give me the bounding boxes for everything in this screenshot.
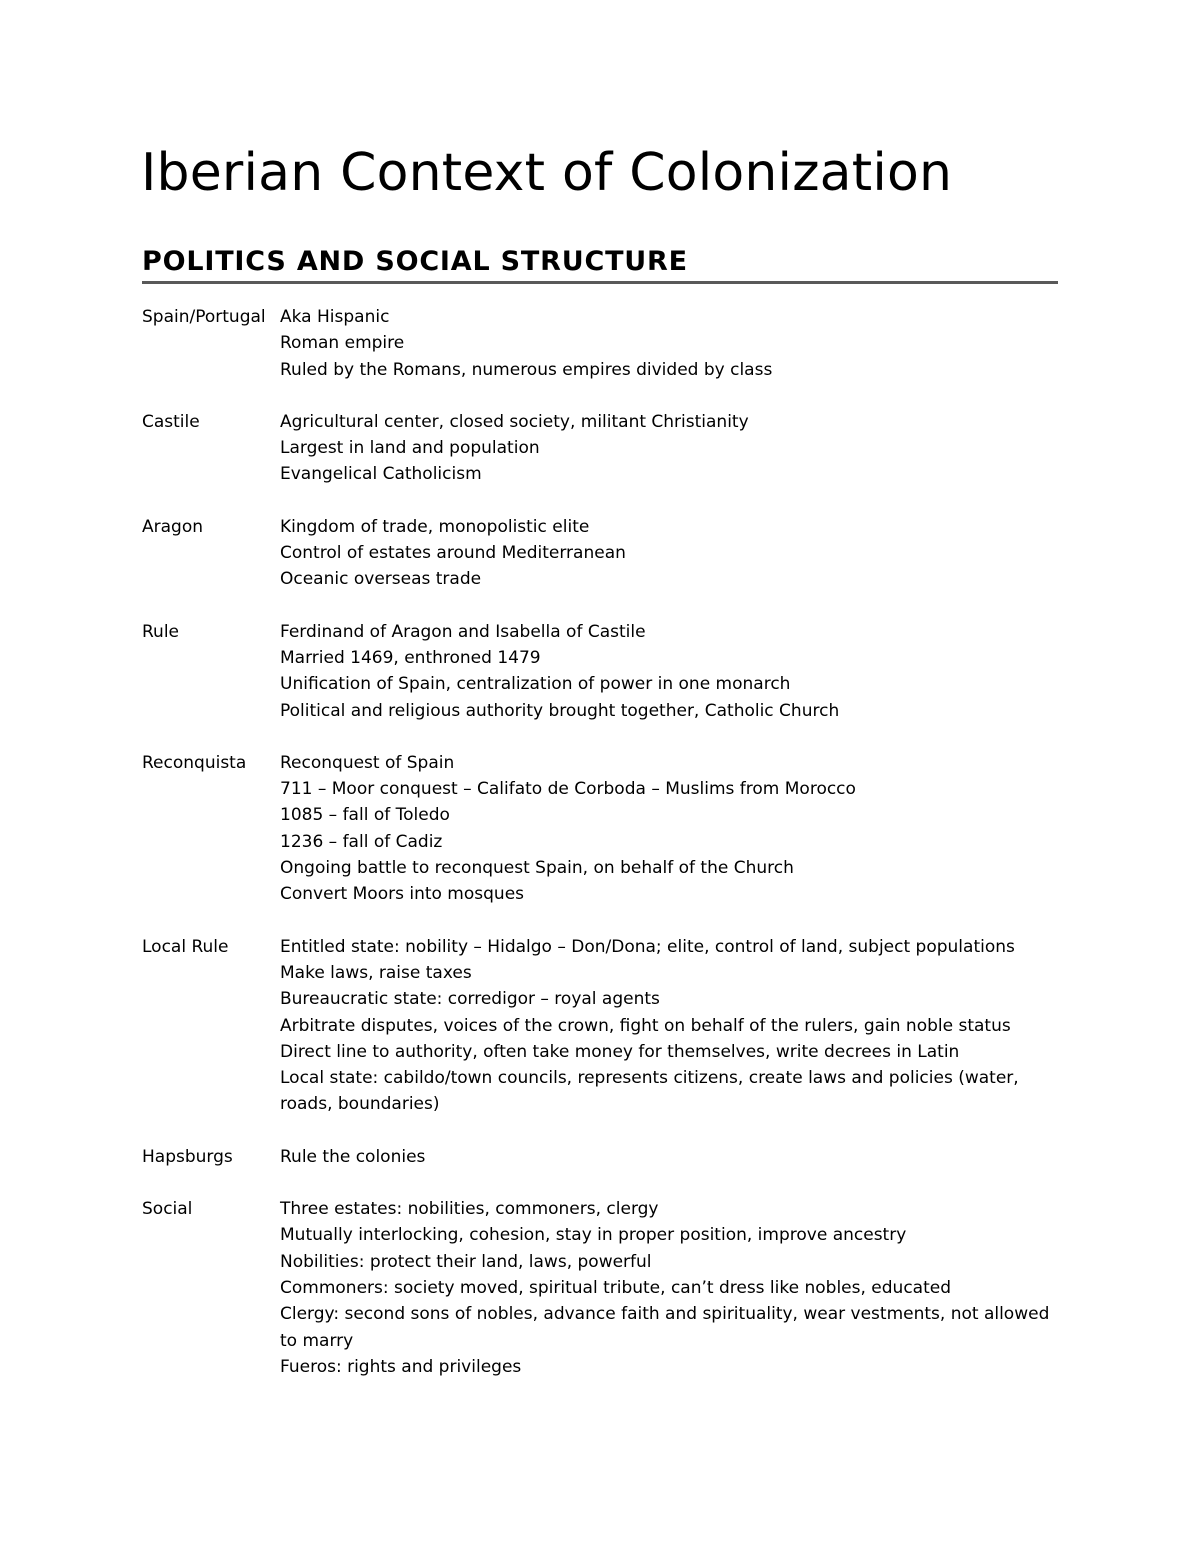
entry-lines [280,934,1062,1118]
entry-line: Married 1469, enthroned 1479 [280,647,541,668]
entry-row [142,619,1062,724]
entry-label: Castile [142,411,200,432]
entry-line: Ferdinand of Aragon and Isabella of Castile [280,621,646,642]
entry-label: Rule [142,621,180,642]
entry-line: Ruled by the Romans, numerous empires divided by class [280,359,773,380]
entry-row [142,409,1062,488]
entry-line: Clergy: second sons of nobles, advance faith and spirituality, wear vestments, not allowed to marry [280,1304,1050,1351]
entry-row [142,514,1062,593]
entry-line: Nobilities: protect their land, laws, powerful [280,1251,652,1272]
entry-line: Evangelical Catholicism [280,464,482,485]
entry-lines [280,750,1062,908]
entry-lines [280,304,1062,383]
entry-line: Rule the colonies [280,1146,426,1167]
entry-line: Aka Hispanic [280,307,390,327]
entry-label: Aragon [142,516,204,537]
entry-lines [280,514,1062,593]
entry-label: Reconquista [142,752,247,773]
entry-label: Hapsburgs [142,1146,233,1167]
entry-lines [280,1144,1062,1170]
entry-list [142,304,1062,1406]
entry-row [142,1196,1062,1380]
document-title: Iberian Context of Colonization [141,143,953,203]
entry-line: Agricultural center, closed society, militant Christianity [280,411,749,432]
entry-line: Political and religious authority brought together, Catholic Church [280,700,840,721]
entry-lines [280,619,1062,724]
entry-line: Ongoing battle to reconquest Spain, on behalf of the Church [280,858,794,879]
entry-line: Arbitrate disputes, voices of the crown, fight on behalf of the rulers, gain noble status [280,1015,1011,1036]
entry-lines [280,409,1062,488]
entry-line: Make laws, raise taxes [280,962,472,983]
entry-line: Fueros: rights and privileges [280,1356,522,1377]
entry-line: Control of estates around Mediterranean [280,543,626,564]
entry-row [142,304,1062,383]
entry-line: Mutually interlocking, cohesion, stay in proper position, improve ancestry [280,1225,907,1246]
entry-line: Oceanic overseas trade [280,569,482,590]
entry-line: Reconquest of Spain [280,752,455,773]
entry-line: Local state: cabildo/town councils, represents citizens, create laws and policies (water, roads, boundaries) [280,1068,1019,1115]
entry-line: Largest in land and population [280,438,540,459]
entry-label: Local Rule [142,936,229,957]
entry-line: Bureaucratic state: corredigor – royal agents [280,989,660,1010]
entry-row [142,934,1062,1118]
entry-lines [280,1196,1062,1380]
entry-line: Three estates: nobilities, commoners, clergy [280,1199,659,1220]
entry-line: Convert Moors into mosques [280,884,525,905]
entry-line: Unification of Spain, centralization of power in one monarch [280,674,791,695]
entry-line: 1085 – fall of Toledo [280,805,450,826]
entry-line: Roman empire [280,333,405,354]
entry-row [142,750,1062,908]
section-heading: POLITICS AND SOCIAL STRUCTURE [142,245,1058,284]
entry-line: Entitled state: nobility – Hidalgo – Don/Dona; elite, control of land, subject populations [280,936,1015,957]
entry-line: Commoners: society moved, spiritual tribute, can’t dress like nobles, educated [280,1277,952,1298]
entry-line: 711 – Moor conquest – Califato de Corboda – Muslims from Morocco [280,779,856,800]
entry-line: Kingdom of trade, monopolistic elite [280,516,590,537]
entry-row [142,1144,1062,1170]
entry-line: 1236 – fall of Cadiz [280,831,443,852]
entry-label: Spain/Portugal [142,307,266,327]
entry-label: Social [142,1199,193,1220]
entry-line: Direct line to authority, often take money for themselves, write decrees in Latin [280,1041,960,1062]
